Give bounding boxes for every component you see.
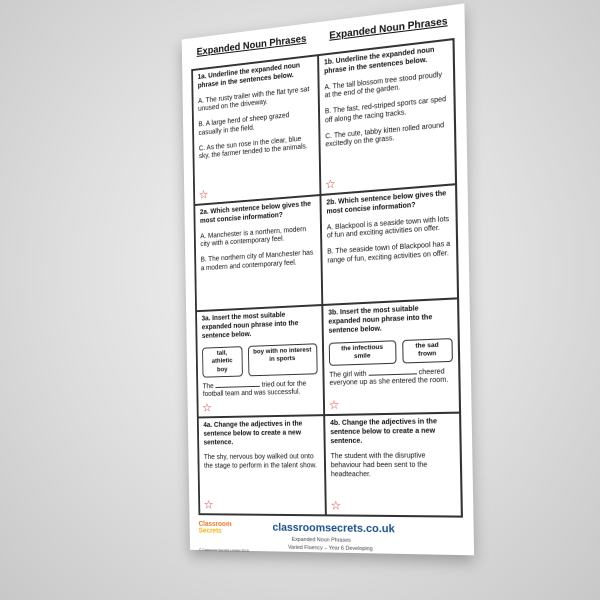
question-text: 3a. Insert the most suitable expanded noun phrase into the sentence below. [201, 311, 299, 340]
sentence: The shy, nervous boy walked out onto the stage to perform in the talent show. [203, 453, 317, 470]
star-icon: ☆ [325, 176, 336, 192]
classroom-secrets-logo [199, 521, 241, 547]
star-icon: ☆ [328, 397, 340, 413]
question-text: 1a. Underline the expanded noun phrase in the sentences below. [197, 62, 301, 90]
star-icon: ☆ [330, 498, 342, 513]
question-1a [192, 55, 320, 205]
question-text: 2a. Which sentence below gives the most concise information? [199, 200, 312, 225]
sentence-end: tried out for the football team and was successful. [202, 380, 307, 399]
option-boxes [202, 344, 318, 378]
fill-sentence [329, 368, 453, 389]
resource-level: Varied Fluency – Year 6 Developing [287, 544, 373, 553]
sentence-b: B. The seaside town of Blackpool has a range of fun, exciting activities on offer. [327, 240, 451, 265]
title-right: Expanded Noun Phrases [329, 15, 448, 42]
option-box: the sad frown [402, 338, 453, 363]
question-text: 3b. Insert the most suitable expanded noun phrase into the sentence below. [328, 305, 433, 335]
sentence-b: B. The fast, red-striped sports car sped off along the racing tracks. [324, 95, 447, 125]
sentence-c: C. The cute, tabby kitten rolled around excitedly on the grass. [325, 121, 445, 149]
sentence-a: A. The rusty trailer with the flat tyre sat unused on the driveway. [197, 85, 310, 114]
question-text: 4a. Change the adjectives in the sentence below to create a new sentence. [203, 420, 303, 446]
option-box: boy with no interest in sports [247, 344, 317, 376]
question-2b [320, 184, 458, 305]
logo-line-1: Classroom [198, 520, 232, 529]
question-4b [324, 413, 462, 517]
sentence-b: B. The northern city of Manchester has a modern and contemporary feel. [200, 249, 314, 273]
sentence: The student with the disruptive behaviour had been sent to the headteacher. [330, 452, 428, 479]
page-footer [199, 519, 464, 568]
logo-line-2: Secrets [198, 527, 222, 535]
answer-blank [215, 385, 259, 387]
question-text: 1b. Underline the expanded noun phrase in the sentences below. [323, 46, 435, 76]
sentence-c: C. As the sun rose in the clear, blue sky, the farmer tended to the animals. [198, 135, 308, 161]
website-url: classroomsecrets.co.uk [272, 521, 395, 536]
star-icon: ☆ [198, 187, 209, 202]
star-icon: ☆ [202, 400, 213, 415]
sentence-b: B. A large herd of sheep grazed casually in the field. [198, 112, 290, 137]
question-3b [322, 298, 460, 415]
question-3a [196, 305, 324, 417]
question-text: 4b. Change the adjectives in the sentence below to create a new sentence. [330, 418, 438, 445]
question-4a [198, 415, 326, 515]
option-box: the infectious smile [329, 340, 396, 365]
option-box: tall, athletic boy [202, 346, 242, 377]
question-1b [318, 39, 456, 195]
fill-sentence [203, 380, 318, 400]
title-left: Expanded Noun Phrases [196, 33, 307, 58]
resource-title: Expanded Noun Phrases [291, 536, 351, 544]
worksheet-page [182, 3, 474, 555]
star-icon: ☆ [203, 497, 214, 512]
sentence-a: A. Blackpool is a seaside town with lots of fun and exciting activities on offer. [326, 215, 450, 240]
sentence-a: A. The tall blossom tree stood proudly at the end of the garden. [324, 71, 443, 100]
question-2a [194, 195, 322, 311]
copyright-text: © Classroom Secrets Limited 2019 [199, 548, 249, 553]
answer-blank [368, 373, 416, 375]
question-grid [191, 38, 463, 518]
option-boxes [329, 338, 453, 365]
sentence-start: The [202, 382, 214, 390]
sentence-a: A. Manchester is a northern, modern city with a contemporary feel. [200, 225, 307, 249]
question-text: 2b. Which sentence below gives the most concise information? [326, 190, 447, 216]
sentence-end: cheered everyone up as she entered the room. [329, 367, 449, 388]
sentence-start: The girl with [329, 370, 367, 379]
